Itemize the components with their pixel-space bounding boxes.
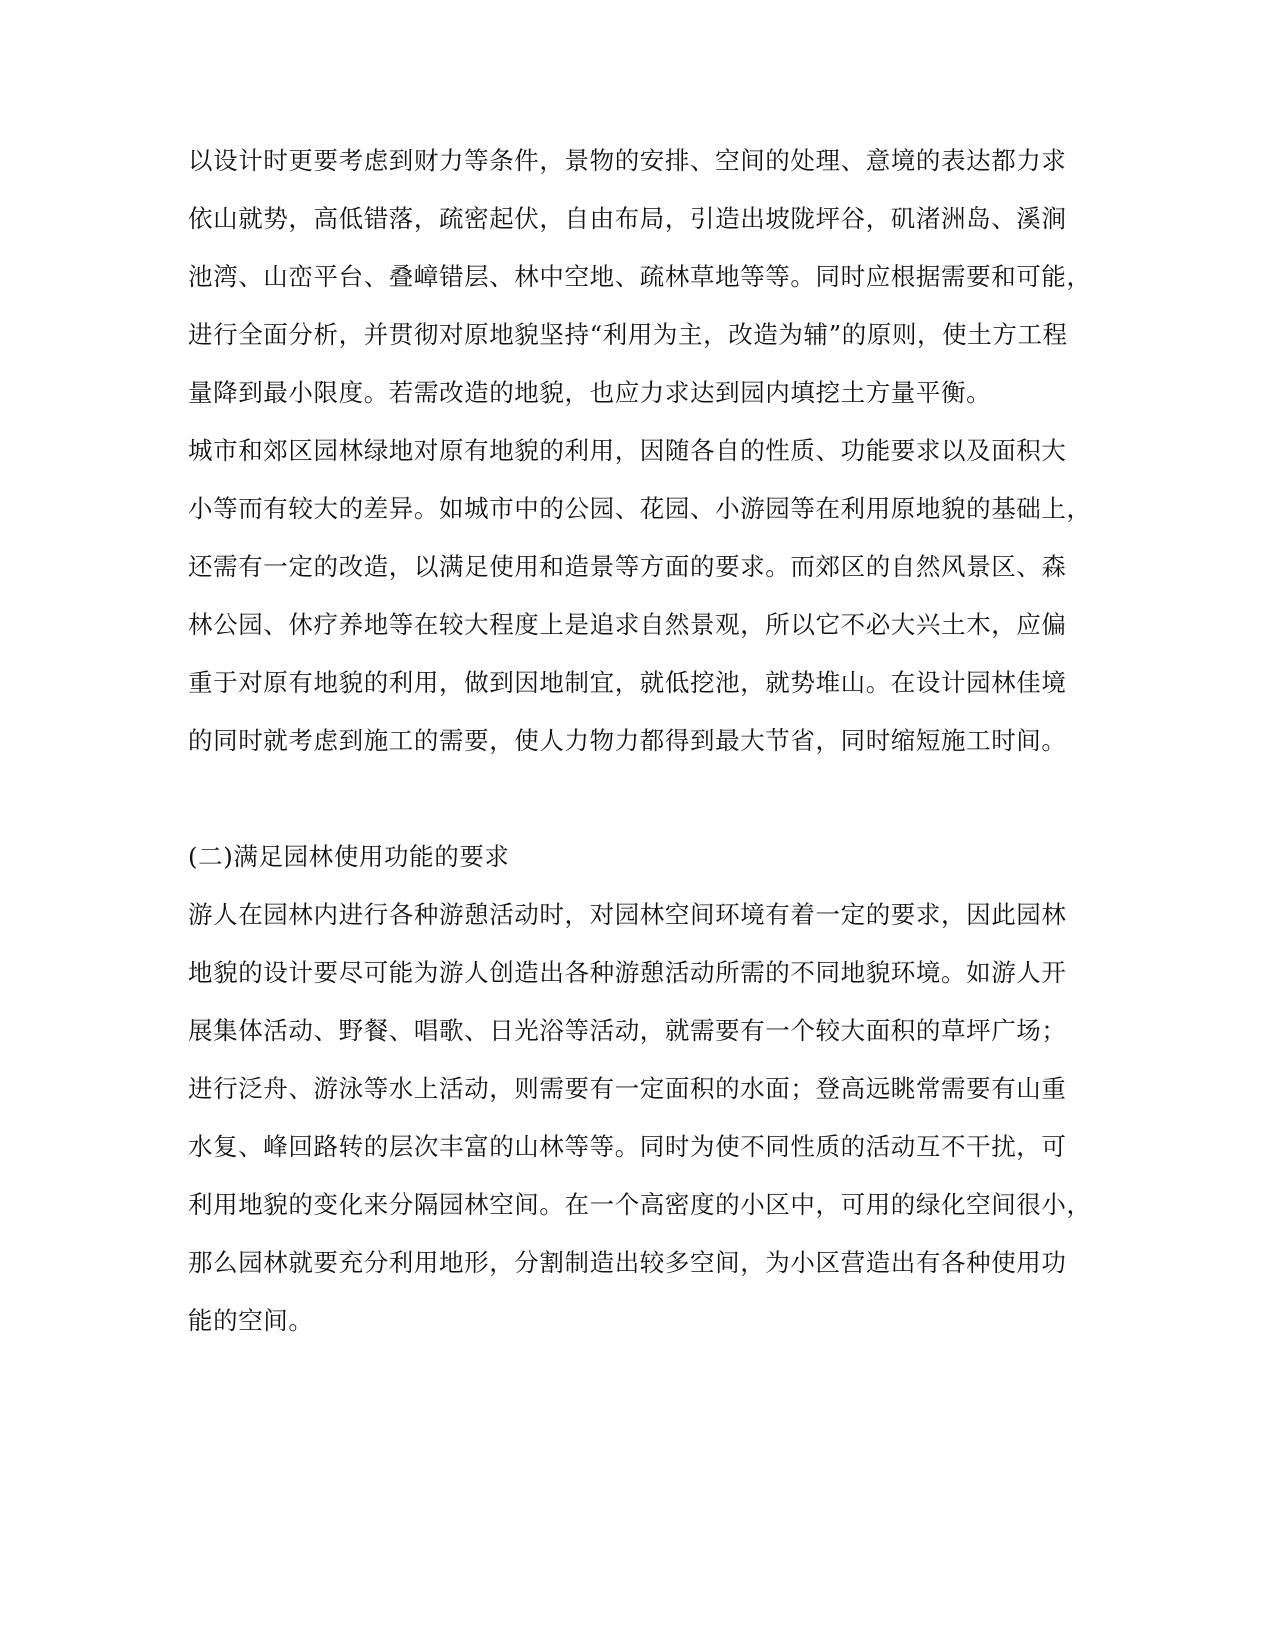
paragraph-2-line-3: 还需有一定的改造，以满足使用和造景等方面的要求。而郊区的自然风景区、森: [188, 552, 1067, 581]
paragraph-3-line-8: 能的空间。: [188, 1306, 314, 1335]
paragraph-3-line-5: 水复、峰回路转的层次丰富的山林等等。同时为使不同性质的活动互不干扰，可: [188, 1132, 1067, 1161]
paragraph-3-line-7: 那么园林就要充分利用地形，分割制造出较多空间，为小区营造出有各种使用功: [188, 1248, 1067, 1277]
paragraph-1-line-5: 量降到最小限度。若需改造的地貌，也应力求达到园内填挖土方量平衡。: [188, 378, 992, 407]
paragraph-2-line-5: 重于对原有地貌的利用，做到因地制宜，就低挖池，就势堆山。在设计园林佳境: [188, 668, 1067, 697]
paragraph-3-line-2: 地貌的设计要尽可能为游人创造出各种游憩活动所需的不同地貌环境。如游人开: [188, 958, 1067, 987]
paragraph-2-line-1: 城市和郊区园林绿地对原有地貌的利用，因随各自的性质、功能要求以及面积大: [188, 436, 1067, 465]
paragraph-2-line-2: 小等而有较大的差异。如城市中的公园、花园、小游园等在利用原地貌的基础上，: [188, 494, 1092, 523]
paragraph-2-line-4: 林公园、休疗养地等在较大程度上是追求自然景观，所以它不必大兴土木，应偏: [188, 610, 1067, 639]
section-heading: (二)满足园林使用功能的要求: [188, 842, 510, 871]
paragraph-3-line-4: 进行泛舟、游泳等水上活动，则需要有一定面积的水面；登高远眺常需要有山重: [188, 1074, 1067, 1103]
paragraph-3-line-6: 利用地貌的变化来分隔园林空间。在一个高密度的小区中，可用的绿化空间很小，: [188, 1190, 1092, 1219]
paragraph-2-line-6: 的同时就考虑到施工的需要，使人力物力都得到最大节省，同时缩短施工时间。: [188, 726, 1067, 755]
paragraph-1-line-1: 以设计时更要考虑到财力等条件，景物的安排、空间的处理、意境的表达都力求: [188, 146, 1067, 175]
paragraph-1-line-4: 进行全面分析，并贯彻对原地貌坚持“利用为主，改造为辅”的原则，使土方工程: [188, 320, 1068, 349]
paragraph-1-line-3: 池湾、山峦平台、叠嶂错层、林中空地、疏林草地等等。同时应根据需要和可能，: [188, 262, 1092, 291]
paragraph-1-line-2: 依山就势，高低错落，疏密起伏，自由布局，引造出坡陇坪谷，矶渚洲岛、溪涧: [188, 204, 1067, 233]
paragraph-3-line-3: 展集体活动、野餐、唱歌、日光浴等活动，就需要有一个较大面积的草坪广场；: [188, 1016, 1067, 1045]
paragraph-3-line-1: 游人在园林内进行各种游憩活动时，对园林空间环境有着一定的要求，因此园林: [188, 900, 1067, 929]
